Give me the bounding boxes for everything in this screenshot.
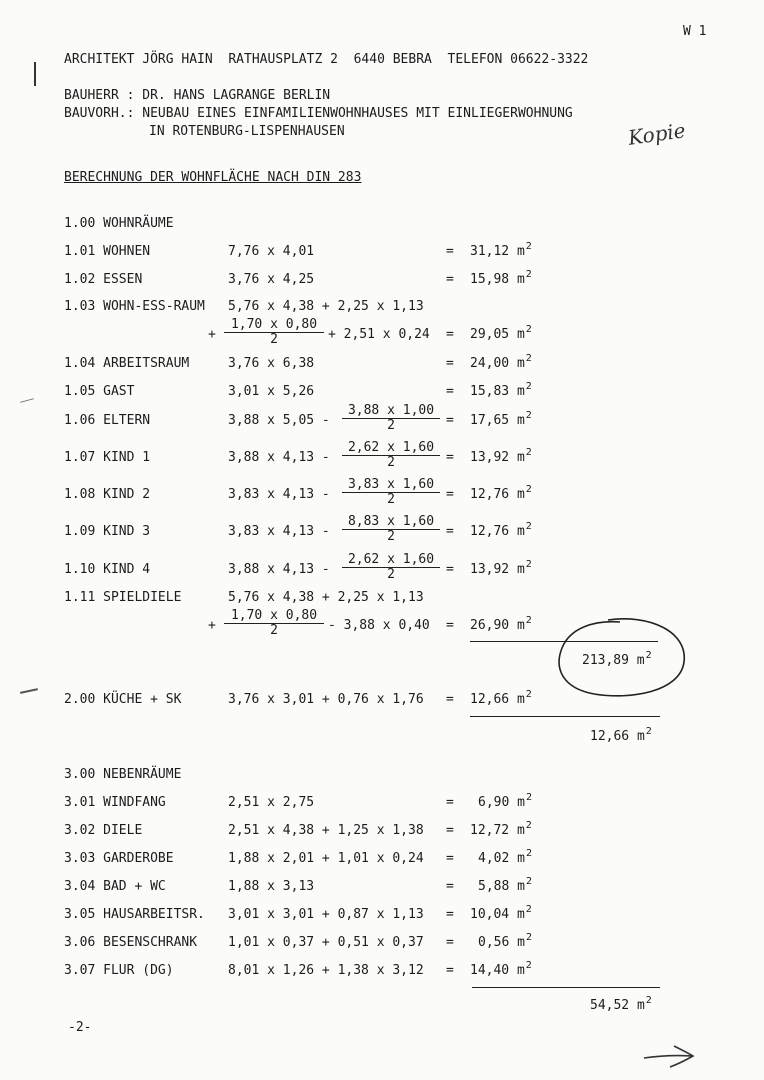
row-expr: 3,76 x 6,38	[228, 356, 315, 371]
row-label: 1.10 KIND 4	[64, 562, 151, 577]
section2-label: 2.00 KÜCHE + SK	[64, 692, 182, 707]
bauvorh-value-2: IN ROTENBURG-LISPENHAUSEN	[149, 124, 345, 139]
row-result: 10,04 $m^2$	[470, 904, 532, 922]
row-eq: =	[446, 524, 454, 539]
row-label: 3.04 BAD + WC	[64, 879, 166, 894]
row-eq: =	[446, 795, 454, 810]
section2-expr: 3,76 x 3,01 + 0,76 x 1,76	[228, 692, 424, 707]
row-eq: =	[446, 692, 454, 707]
margin-mark	[34, 62, 36, 86]
row-expr: 1,01 x 0,37 + 0,51 x 0,37	[228, 935, 424, 950]
section1-heading: 1.00 WOHNRÄUME	[64, 216, 174, 231]
row-result: 12,76 $m^2$	[470, 521, 532, 539]
row-fraction: $\frac{3,83 x 1,60}{2}$	[342, 478, 440, 507]
margin-mark	[20, 688, 38, 694]
architect-header: ARCHITEKT JÖRG HAIN RATHAUSPLATZ 2 6440 BEBRA TELEFON 06622-3322	[64, 52, 589, 67]
row-label: 3.07 FLUR (DG)	[64, 963, 174, 978]
row-eq: =	[446, 384, 454, 399]
section2-result: 12,66 $m^2$	[470, 689, 532, 707]
row-eq: =	[446, 618, 454, 633]
row-label: 1.04 ARBEITSRAUM	[64, 356, 190, 371]
total-circle-mark	[550, 612, 692, 704]
row-result: 13,92 $m^2$	[470, 559, 532, 577]
row-fraction: $\frac{8,83 x 1,60}{2}$	[342, 515, 440, 544]
row-result: 12,72 $m^2$	[470, 820, 532, 838]
section3-total: 54,52 $m^2$	[590, 995, 652, 1013]
row-label: 3.03 GARDEROBE	[64, 851, 174, 866]
row-eq: =	[446, 879, 454, 894]
section3-heading: 3.00 NEBENRÄUME	[64, 767, 182, 782]
row-expr: 3,76 x 4,25	[228, 272, 315, 287]
row-result: 14,40 $m^2$	[470, 960, 532, 978]
row-expr-prefix: +	[208, 327, 216, 342]
row-label: 3.06 BESENSCHRANK	[64, 935, 198, 950]
row-label: 1.06 ELTERN	[64, 413, 151, 428]
page-id: W 1	[683, 24, 707, 39]
row-label: 3.01 WINDFANG	[64, 795, 166, 810]
section2-total: 12,66 $m^2$	[590, 726, 652, 744]
row-eq: =	[446, 487, 454, 502]
row-expr: 1,88 x 2,01 + 1,01 x 0,24	[228, 851, 424, 866]
sum-line	[470, 716, 660, 717]
margin-mark	[20, 398, 34, 403]
handwritten-note: Kopie	[626, 118, 687, 150]
row-expr: 5,76 x 4,38 + 2,25 x 1,13	[228, 299, 424, 314]
bauvorh-line	[64, 106, 573, 122]
row-fraction: $\frac{1,70 x 0,80}{2}$	[224, 318, 324, 347]
row-label: 3.05 HAUSARBEITSR.	[64, 907, 205, 922]
row-label: 1.08 KIND 2	[64, 487, 151, 502]
row-expr: 2,51 x 2,75	[228, 795, 315, 810]
row-eq: =	[446, 851, 454, 866]
row-expr: 3,01 x 3,01 + 0,87 x 1,13	[228, 907, 424, 922]
row-expr: 3,01 x 5,26	[228, 384, 315, 399]
row-result: 15,98 $m^2$	[470, 269, 532, 287]
row-expr: 3,88 x 4,13 -	[228, 450, 330, 465]
row-result: 29,05 $m^2$	[470, 324, 532, 342]
row-expr-prefix: +	[208, 618, 216, 633]
row-eq: =	[446, 562, 454, 577]
row-expr: 3,83 x 4,13 -	[228, 524, 330, 539]
bauvorh-label: BAUVORH.:	[64, 106, 143, 121]
page-number: -2-	[68, 1020, 92, 1035]
row-label: 1.05 GAST	[64, 384, 135, 399]
row-eq: =	[446, 823, 454, 838]
row-expr-suffix: - 3,88 x 0,40	[328, 618, 430, 633]
row-eq: =	[446, 935, 454, 950]
row-label: 1.01 WOHNEN	[64, 244, 151, 259]
row-eq: =	[446, 963, 454, 978]
row-expr-suffix: + 2,51 x 0,24	[328, 327, 430, 342]
bauherr-line	[64, 88, 330, 104]
row-result: 24,00 $m^2$	[470, 353, 532, 371]
row-label: 1.07 KIND 1	[64, 450, 151, 465]
row-result: 31,12 $m^2$	[470, 241, 532, 259]
row-result: 13,92 $m^2$	[470, 447, 532, 465]
row-eq: =	[446, 413, 454, 428]
row-eq: =	[446, 450, 454, 465]
row-result: 12,76 $m^2$	[470, 484, 532, 502]
row-result: 0,56 $m^2$	[478, 932, 532, 950]
bauvorh-value-1: NEUBAU EINES EINFAMILIENWOHNHAUSES MIT EINLIEGERWOHNUNG	[142, 106, 573, 121]
row-label: 3.02 DIELE	[64, 823, 143, 838]
row-fraction: $\frac{1,70 x 0,80}{2}$	[224, 609, 324, 638]
row-expr: 1,88 x 3,13	[228, 879, 315, 894]
row-fraction: $\frac{3,88 x 1,00}{2}$	[342, 404, 440, 433]
row-expr: 3,88 x 4,13 -	[228, 562, 330, 577]
row-expr: 2,51 x 4,38 + 1,25 x 1,38	[228, 823, 424, 838]
bauherr-value: DR. HANS LAGRANGE BERLIN	[142, 88, 331, 103]
row-expr: 7,76 x 4,01	[228, 244, 315, 259]
document-title: BERECHNUNG DER WOHNFLÄCHE NACH DIN 283	[64, 170, 362, 185]
row-label: 1.02 ESSEN	[64, 272, 143, 287]
row-eq: =	[446, 327, 454, 342]
row-label: 1.03 WOHN-ESS-RAUM	[64, 299, 205, 314]
sum-line	[472, 987, 660, 988]
row-expr: 8,01 x 1,26 + 1,38 x 3,12	[228, 963, 424, 978]
row-eq: =	[446, 244, 454, 259]
row-result: 4,02 $m^2$	[478, 848, 532, 866]
row-result: 26,90 $m^2$	[470, 615, 532, 633]
row-expr: 3,88 x 5,05 -	[228, 413, 330, 428]
bauherr-label: BAUHERR :	[64, 88, 143, 103]
row-result: 5,88 $m^2$	[478, 876, 532, 894]
row-label: 1.09 KIND 3	[64, 524, 151, 539]
section1-total: 213,89 $m^2$	[582, 650, 652, 668]
row-fraction: $\frac{2,62 x 1,60}{2}$	[342, 553, 440, 582]
row-result: 15,83 $m^2$	[470, 381, 532, 399]
row-result: 17,65 $m^2$	[470, 410, 532, 428]
row-expr: 5,76 x 4,38 + 2,25 x 1,13	[228, 590, 424, 605]
row-expr: 3,83 x 4,13 -	[228, 487, 330, 502]
row-eq: =	[446, 356, 454, 371]
row-fraction: $\frac{2,62 x 1,60}{2}$	[342, 441, 440, 470]
row-eq: =	[446, 907, 454, 922]
row-result: 6,90 $m^2$	[478, 792, 532, 810]
row-label: 1.11 SPIELDIELE	[64, 590, 182, 605]
row-eq: =	[446, 272, 454, 287]
arrow-icon	[640, 1040, 700, 1070]
